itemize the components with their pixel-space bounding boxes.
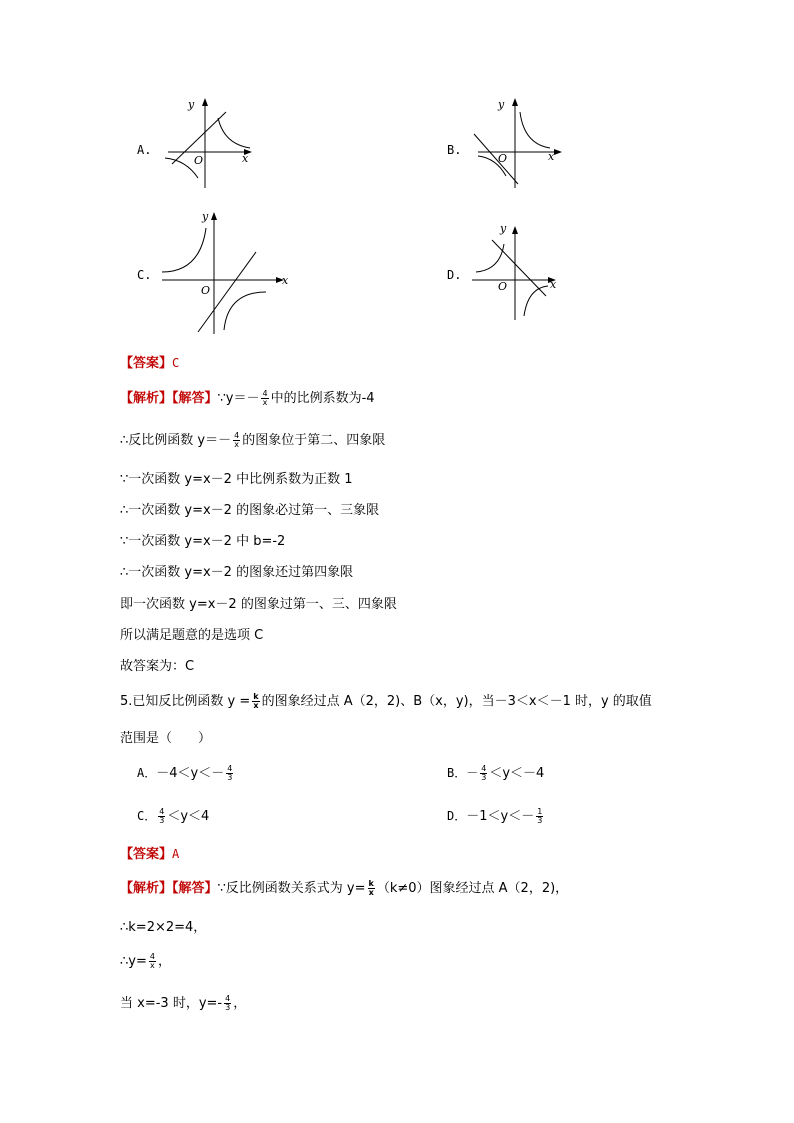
q5-analysis-line-1: 【解析】【解答】∵反比例函数关系式为 y= $\frac{k}{x}$ （k≠0）图象经过点 A（2，2)， xyxy=(120,879,569,897)
origin-label: O xyxy=(498,280,508,293)
q5-option-a: A．－4＜y＜－ $\frac{4}{3}$ xyxy=(137,764,233,782)
q5-option-b: B．－ $\frac{4}{3}$ ＜y＜－4 xyxy=(447,764,545,782)
q4-analysis-line-2: ∴反比例函数 y＝－ $\frac{4}{x}$ 的图象位于第二、四象限 xyxy=(120,431,386,449)
q4-analysis-line-7: 即一次函数 y=x－2 的图象过第一、三、四象限 xyxy=(120,597,397,612)
answer-value: A xyxy=(172,847,180,861)
graph-c xyxy=(158,208,294,336)
option-d-label: D. xyxy=(447,268,462,282)
origin-label: O xyxy=(194,154,204,167)
analysis-tag: 【解析】【解答】 xyxy=(120,391,218,406)
option-a-label: A. xyxy=(137,143,152,157)
q5-stem: 5.已知反比例函数 y = $\frac{k}{x}$ 的图象经过点 A（2，2)、B（x，y)，当－3＜x＜－1 时，y 的取值 xyxy=(120,692,652,710)
option-c-label: C. xyxy=(137,268,152,282)
q4-analysis-line-4: ∴一次函数 y=x－2 的图象必过第一、三象限 xyxy=(120,503,380,518)
graph-d xyxy=(470,220,560,324)
answer-value: C xyxy=(172,356,180,370)
analysis-tag: 【解析】【解答】 xyxy=(120,881,218,896)
y-axis-label: y xyxy=(202,210,209,223)
q4-analysis-line-9: 故答案为：C xyxy=(120,659,195,674)
q4-analysis-line-3: ∵一次函数 y=x－2 中比例系数为正数 1 xyxy=(120,472,353,487)
graph-a xyxy=(160,96,260,191)
q4-analysis-line-6: ∴一次函数 y=x－2 的图象还过第四象限 xyxy=(120,565,354,580)
q4-analysis-line-1: 【解析】【解答】∵y＝－ $\frac{4}{x}$ 中的比例系数为-4 xyxy=(120,389,375,407)
y-axis-label: y xyxy=(498,98,505,111)
origin-label: O xyxy=(498,152,508,165)
x-axis-label: x xyxy=(550,278,557,291)
option-b-label: B. xyxy=(447,143,462,157)
origin-label: O xyxy=(201,284,211,297)
q5-analysis-line-2: ∴k=2×2=4， xyxy=(120,920,207,935)
x-axis-label: x xyxy=(282,274,289,287)
y-axis-label: y xyxy=(500,222,507,235)
q5-answer xyxy=(120,843,179,862)
q4-answer xyxy=(120,352,179,371)
q5-stem-line-2: 范围是（ ） xyxy=(120,731,212,746)
answer-tag: 【答案】 xyxy=(120,847,173,862)
x-axis-label: x xyxy=(548,150,555,163)
q4-analysis-line-5: ∵一次函数 y=x－2 中 b=-2 xyxy=(120,534,286,549)
q5-analysis-line-4: 当 x=-3 时，y=- $\frac{4}{3}$ ， xyxy=(120,994,247,1012)
q5-option-d: D．－1＜y＜－ $\frac{1}{3}$ xyxy=(447,807,543,825)
graph-b xyxy=(470,96,570,191)
x-axis-label: x xyxy=(242,152,249,165)
y-axis-label: y xyxy=(188,98,195,111)
q5-option-c: C． $\frac{4}{3}$ ＜y＜4 xyxy=(137,807,210,825)
q4-analysis-line-8: 所以满足题意的是选项 C xyxy=(120,628,264,643)
answer-tag: 【答案】 xyxy=(120,356,173,371)
q5-analysis-line-3: ∴y= $\frac{4}{x}$ ， xyxy=(120,952,171,970)
